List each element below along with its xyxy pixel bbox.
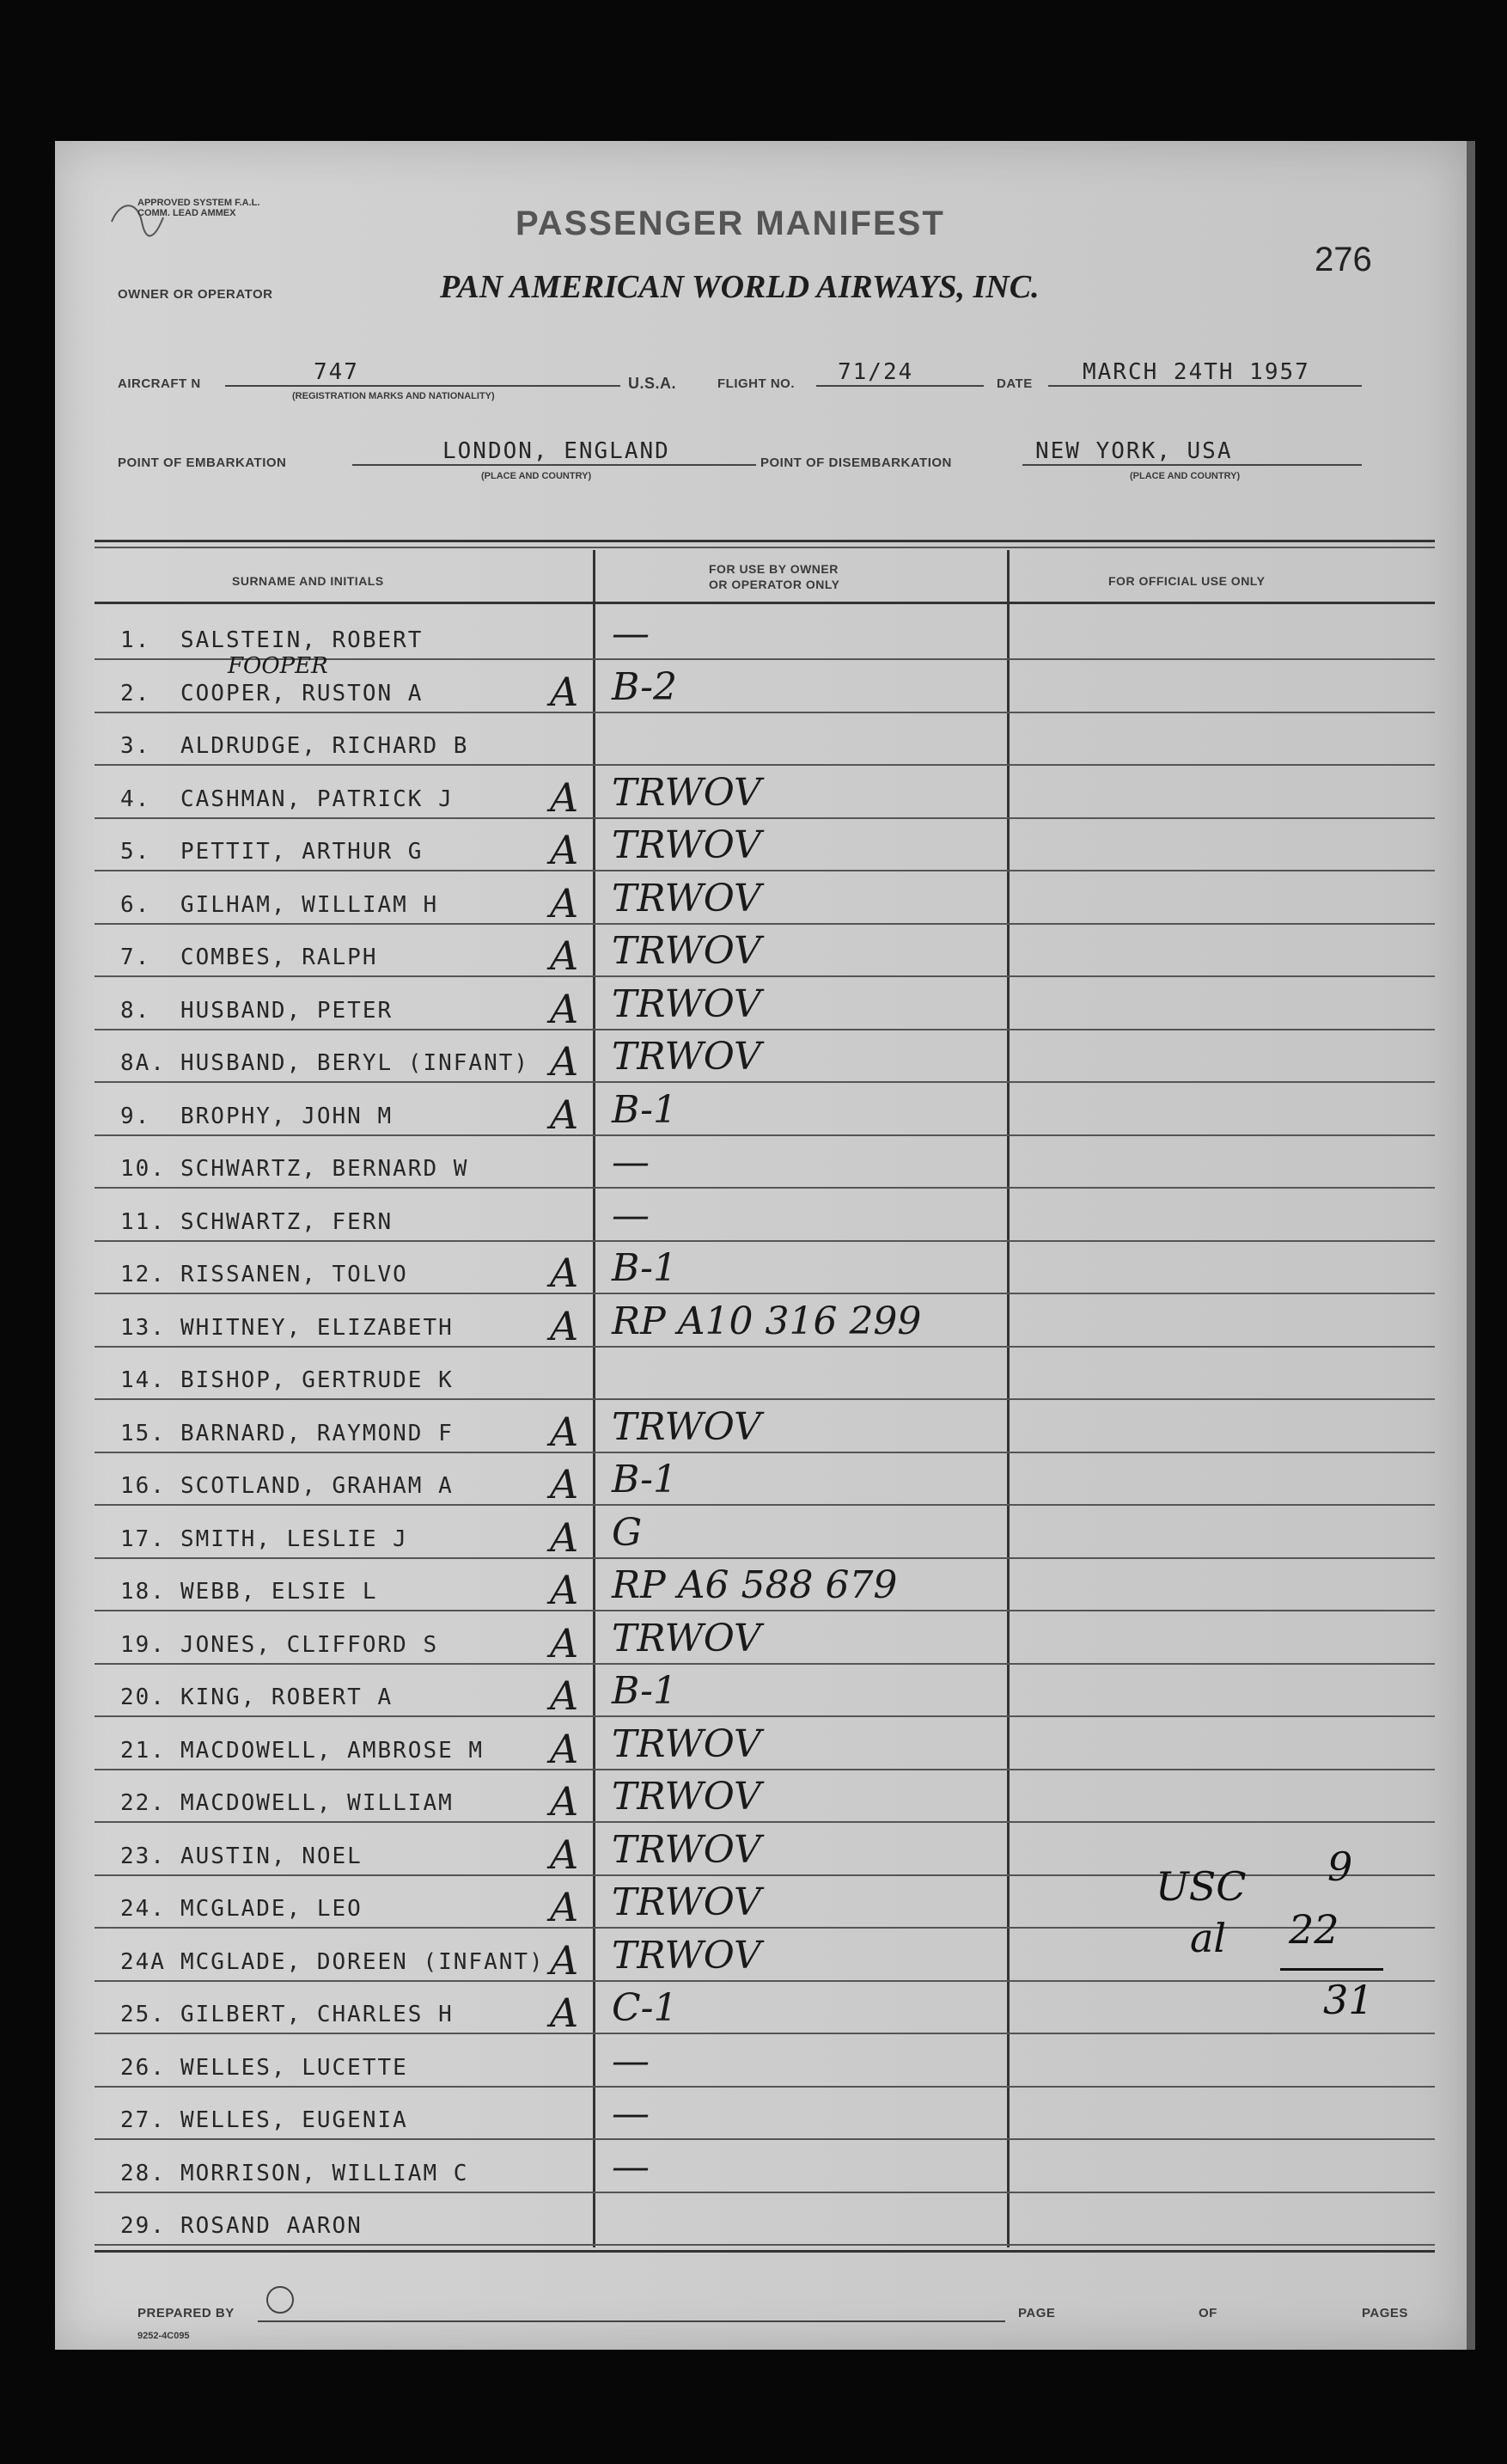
- row-number: 11.: [120, 1208, 166, 1235]
- row-number: 15.: [120, 1420, 166, 1446]
- aircraft-underline: [225, 385, 620, 387]
- row-rule: [95, 2138, 1435, 2140]
- row-rule: [95, 1610, 1435, 1611]
- owner-note: TRWOV: [612, 1775, 761, 1819]
- aircraft-value: 747: [314, 359, 359, 385]
- owner-mark-a: A: [550, 1936, 579, 1984]
- passenger-name: MACDOWELL, WILLIAM: [180, 1790, 454, 1816]
- owner-mark-a: A: [550, 1408, 579, 1455]
- passenger-name: SALSTEIN, ROBERT: [180, 627, 424, 653]
- row-number: 24A: [120, 1948, 166, 1975]
- row-rule: [95, 2033, 1435, 2034]
- owner-mark-a: A: [550, 1990, 579, 2036]
- row-number: 22.: [120, 1790, 166, 1816]
- row-number: 26.: [120, 2054, 166, 2081]
- row-rule: [95, 2244, 1435, 2246]
- owner-note: —: [612, 2039, 650, 2083]
- row-number: 1.: [120, 627, 151, 653]
- row-number: 8.: [120, 997, 151, 1024]
- prepared-by-underline: [258, 2320, 1005, 2322]
- owner-note: —: [612, 2144, 650, 2189]
- owner-mark-a: A: [550, 879, 579, 926]
- row-rule: [95, 1504, 1435, 1506]
- passenger-name: SCHWARTZ, FERN: [180, 1208, 394, 1235]
- of-label: OF: [1199, 2306, 1217, 2320]
- owner-mark-a: A: [550, 1461, 579, 1507]
- owner-mark-a: A: [550, 1884, 579, 1930]
- row-rule: [95, 1452, 1435, 1453]
- row-number: 4.: [120, 786, 151, 812]
- row-number: 24.: [120, 1896, 166, 1922]
- row-rule: [95, 1557, 1435, 1559]
- passenger-name: BROPHY, JOHN M: [180, 1103, 394, 1129]
- owner-mark-a: A: [550, 1778, 579, 1825]
- row-number: 17.: [120, 1525, 166, 1552]
- owner-label: OWNER OR OPERATOR: [118, 287, 273, 302]
- owner-mark-a: A: [550, 985, 579, 1032]
- row-rule: [95, 870, 1435, 871]
- row-number: 7.: [120, 945, 151, 970]
- passenger-name: GILBERT, CHARLES H: [180, 2002, 454, 2027]
- owner-note: B-2: [612, 664, 678, 709]
- row-rule: [95, 1240, 1435, 1242]
- owner-mark-a: A: [550, 1725, 579, 1772]
- row-rule: [95, 1927, 1435, 1929]
- owner-note: TRWOV: [612, 1616, 761, 1660]
- page-title: PASSENGER MANIFEST: [516, 205, 945, 242]
- column-header-official: FOR OFFICIAL USE ONLY: [1108, 574, 1266, 588]
- row-number: 10.: [120, 1156, 166, 1182]
- row-number: 14.: [120, 1367, 166, 1393]
- row-number: 13.: [120, 1314, 166, 1341]
- passenger-name: MACDOWELL, AMBROSE M: [180, 1737, 485, 1764]
- row-rule: [95, 1081, 1435, 1083]
- disembarkation-underline: [1022, 464, 1362, 466]
- owner-value: PAN AMERICAN WORLD AIRWAYS, INC.: [440, 269, 1040, 305]
- owner-note: RP A6 588 679: [612, 1563, 898, 1607]
- official-note-label-2: al: [1190, 1915, 1227, 1961]
- page-number: 276: [1315, 241, 1372, 278]
- owner-note: TRWOV: [612, 1035, 761, 1079]
- row-rule: [95, 1293, 1435, 1294]
- passenger-name: COMBES, RALPH: [180, 945, 378, 970]
- owner-note: TRWOV: [612, 1404, 761, 1449]
- row-number: 5.: [120, 839, 151, 865]
- passenger-name: WHITNEY, ELIZABETH: [180, 1314, 454, 1341]
- passenger-name: BISHOP, GERTRUDE K: [180, 1367, 454, 1393]
- passenger-name: PETTIT, ARTHUR G: [180, 839, 424, 865]
- sheet-edge: [1467, 141, 1475, 2350]
- passenger-name: WELLES, LUCETTE: [180, 2054, 408, 2081]
- table-bottom-rule: [95, 2250, 1435, 2253]
- disembarkation-caption: (PLACE AND COUNTRY): [1130, 471, 1241, 481]
- form-number: 9252-4C095: [137, 2331, 190, 2341]
- owner-mark-a: A: [550, 1672, 579, 1719]
- flight-underline: [816, 385, 984, 387]
- owner-note: TRWOV: [612, 1880, 761, 1924]
- owner-note: C-1: [612, 1986, 678, 2030]
- owner-note: TRWOV: [612, 823, 761, 867]
- row-rule: [95, 1187, 1435, 1189]
- row-number: 8A.: [120, 1050, 166, 1076]
- passenger-name: HUSBAND, PETER: [180, 997, 394, 1024]
- row-rule: [95, 1663, 1435, 1665]
- disembarkation-label: POINT OF DISEMBARKATION: [760, 456, 952, 470]
- row-number: 19.: [120, 1631, 166, 1658]
- row-rule: [95, 1398, 1435, 1400]
- row-rule: [95, 2192, 1435, 2193]
- owner-note: —: [612, 612, 650, 656]
- table-header-rule: [95, 602, 1435, 604]
- row-number: 6.: [120, 891, 151, 918]
- passenger-name: RISSANEN, TOLVO: [180, 1262, 408, 1287]
- row-number: 12.: [120, 1262, 166, 1287]
- passenger-name: ALDRUDGE, RICHARD B: [180, 733, 469, 759]
- row-number: 20.: [120, 1684, 166, 1710]
- owner-note: TRWOV: [612, 876, 761, 920]
- row-rule: [95, 2086, 1435, 2088]
- owner-note: B-1: [612, 1246, 678, 1290]
- date-label: DATE: [997, 376, 1033, 391]
- row-number: 28.: [120, 2160, 166, 2186]
- row-number: 16.: [120, 1473, 166, 1499]
- passenger-name: HUSBAND, BERYL (INFANT): [180, 1050, 530, 1076]
- date-underline: [1048, 385, 1362, 387]
- passenger-name: WEBB, ELSIE L: [180, 1579, 378, 1605]
- owner-note: G: [612, 1510, 643, 1555]
- row-number: 29.: [120, 2213, 166, 2239]
- owner-mark-a: A: [550, 1619, 579, 1666]
- row-rule: [95, 1346, 1435, 1348]
- passenger-name: JONES, CLIFFORD S: [180, 1631, 439, 1658]
- owner-mark-a: A: [550, 668, 579, 715]
- passenger-name: ROSAND AARON: [180, 2213, 363, 2239]
- official-note-total: 31: [1323, 1977, 1374, 2023]
- owner-mark-a: A: [550, 1250, 579, 1296]
- owner-mark-a: A: [550, 1513, 579, 1561]
- aircraft-label: AIRCRAFT N: [118, 376, 201, 391]
- owner-note: TRWOV: [612, 1827, 761, 1872]
- row-number: 27.: [120, 2107, 166, 2133]
- owner-note: —: [612, 2092, 650, 2136]
- date-value: MARCH 24TH 1957: [1083, 359, 1310, 385]
- passenger-name: WELLES, EUGENIA: [180, 2107, 408, 2133]
- passenger-name: KING, ROBERT A: [180, 1684, 394, 1710]
- owner-mark-a: A: [550, 1302, 579, 1349]
- column-header-owner-1: FOR USE BY OWNER: [709, 562, 839, 576]
- name-correction: FOOPER: [228, 652, 328, 679]
- owner-mark-a: A: [550, 932, 579, 979]
- row-number: 3.: [120, 733, 151, 759]
- owner-note: B-1: [612, 1087, 678, 1132]
- passenger-name: SCHWARTZ, BERNARD W: [180, 1156, 469, 1182]
- owner-note: B-1: [612, 1669, 678, 1713]
- passenger-name: CASHMAN, PATRICK J: [180, 786, 454, 812]
- row-number: 23.: [120, 1843, 166, 1869]
- owner-note: B-1: [612, 1458, 678, 1501]
- prepared-by-label: PREPARED BY: [137, 2306, 235, 2320]
- nationality: U.S.A.: [628, 375, 677, 392]
- pages-label: PAGES: [1362, 2306, 1408, 2320]
- row-rule: [95, 1134, 1435, 1136]
- flight-label: FLIGHT NO.: [717, 376, 795, 391]
- owner-note: RP A10 316 299: [612, 1299, 922, 1343]
- owner-note: TRWOV: [612, 981, 761, 1026]
- flight-value: 71/24: [838, 359, 914, 385]
- row-rule: [95, 1821, 1435, 1823]
- row-number: 2.: [120, 680, 151, 706]
- union-seal-icon: [266, 2286, 294, 2314]
- owner-note: TRWOV: [612, 770, 761, 815]
- passenger-name: MORRISON, WILLIAM C: [180, 2160, 469, 2186]
- passenger-name: SMITH, LESLIE J: [180, 1525, 408, 1552]
- column-header-surname: SURNAME AND INITIALS: [232, 574, 384, 588]
- registration-caption: (REGISTRATION MARKS AND NATIONALITY): [292, 391, 495, 401]
- passenger-name: SCOTLAND, GRAHAM A: [180, 1473, 454, 1499]
- row-rule: [95, 1769, 1435, 1770]
- row-number: 18.: [120, 1579, 166, 1605]
- owner-mark-a: A: [550, 1567, 579, 1613]
- row-rule: [95, 975, 1435, 977]
- disembarkation-value: NEW YORK, USA: [1035, 438, 1233, 464]
- table-top-rule: [95, 540, 1435, 542]
- passenger-name: GILHAM, WILLIAM H: [180, 891, 439, 918]
- row-number: 25.: [120, 2002, 166, 2027]
- row-rule: [95, 1715, 1435, 1717]
- owner-note: —: [612, 1140, 650, 1184]
- row-rule: [95, 1029, 1435, 1030]
- row-rule: [95, 1980, 1435, 1982]
- row-rule: [95, 817, 1435, 819]
- owner-note: TRWOV: [612, 1933, 761, 1978]
- row-rule: [95, 764, 1435, 766]
- owner-note: TRWOV: [612, 929, 761, 973]
- passenger-name: MCGLADE, DOREEN (INFANT): [180, 1948, 545, 1975]
- official-note-label-1: USC: [1156, 1863, 1247, 1910]
- passenger-name: BARNARD, RAYMOND F: [180, 1420, 454, 1446]
- row-rule: [95, 712, 1435, 713]
- table-top-rule-2: [95, 547, 1435, 548]
- owner-mark-a: A: [550, 1091, 579, 1138]
- embarkation-caption: (PLACE AND COUNTRY): [481, 471, 592, 481]
- row-rule: [95, 923, 1435, 925]
- passenger-name: AUSTIN, NOEL: [180, 1843, 363, 1869]
- passenger-name: COOPER, RUSTON A: [180, 680, 424, 706]
- owner-mark-a: A: [550, 773, 579, 821]
- owner-note: TRWOV: [612, 1721, 761, 1766]
- embarkation-label: POINT OF EMBARKATION: [118, 456, 287, 470]
- official-note-sum-rule: [1280, 1968, 1383, 1971]
- embarkation-value: LONDON, ENGLAND: [442, 438, 670, 464]
- embarkation-underline: [352, 464, 756, 466]
- approval-stamp: [103, 196, 292, 243]
- owner-mark-a: A: [550, 1831, 579, 1878]
- row-number: 9.: [120, 1103, 151, 1129]
- official-note-value-2: 22: [1289, 1906, 1339, 1953]
- owner-note: —: [612, 1193, 650, 1238]
- official-note-value-1: 9: [1327, 1843, 1353, 1890]
- row-number: 21.: [120, 1737, 166, 1764]
- passenger-name: MCGLADE, LEO: [180, 1896, 363, 1922]
- owner-mark-a: A: [550, 827, 579, 873]
- page-label: PAGE: [1018, 2306, 1056, 2320]
- stamp-text: APPROVED SYSTEM F.A.L. COMM. LEAD AMMEX: [137, 198, 260, 218]
- column-header-owner-2: OR OPERATOR ONLY: [709, 578, 840, 591]
- owner-mark-a: A: [550, 1038, 579, 1085]
